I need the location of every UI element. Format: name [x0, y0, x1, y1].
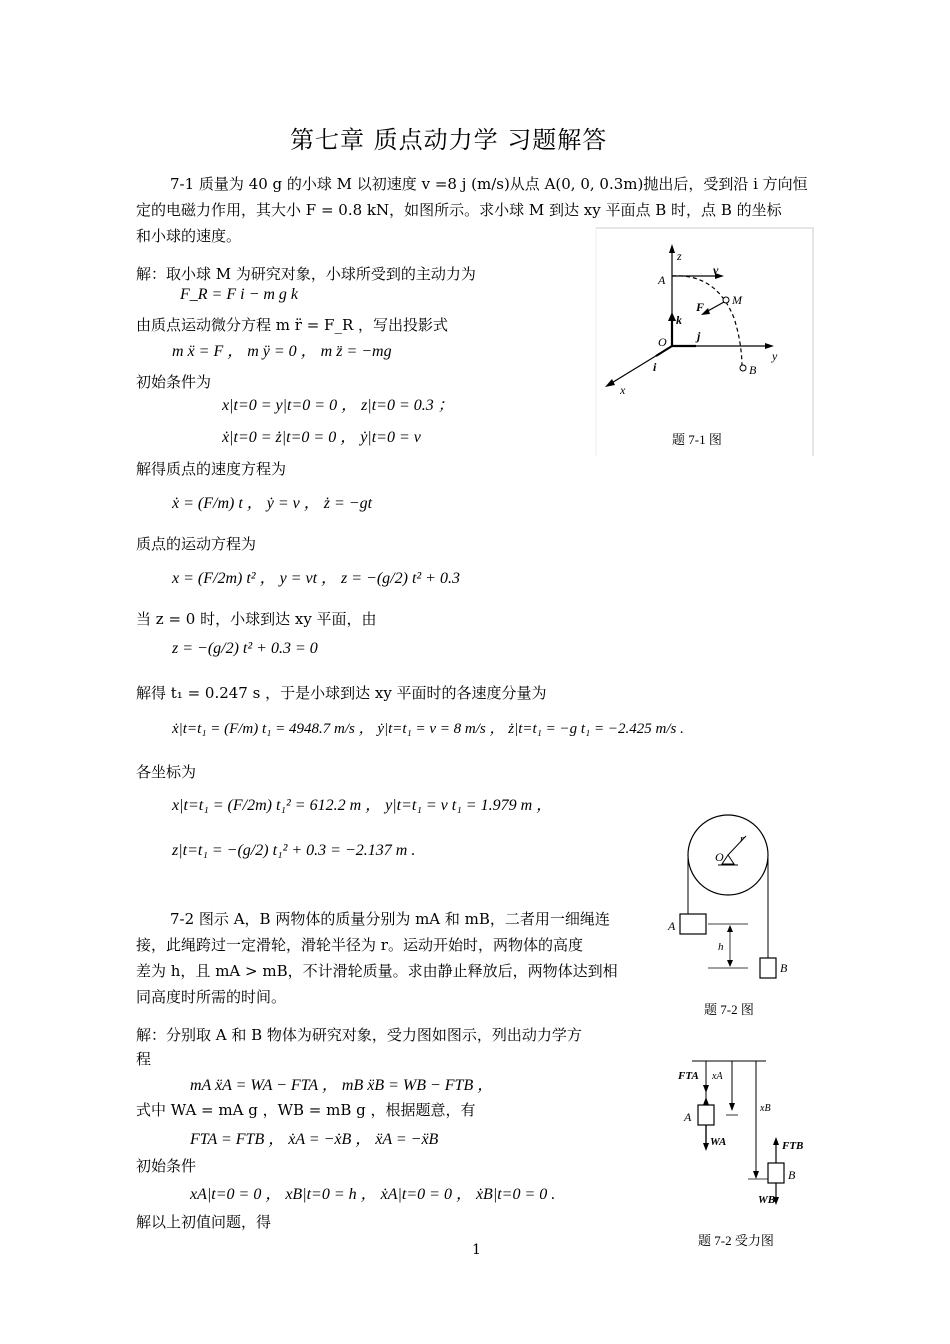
equation-velocity: ẋ = (F/m) t ， ẏ = v ， ż = −gt: [172, 495, 373, 512]
equation-projection: m ẍ = F ， m ÿ = 0 ， m z̈ = −mg: [172, 343, 392, 360]
fbd-label-xA: xA: [712, 1071, 723, 1082]
figure-7-2-caption: 题 7-2 图: [704, 1002, 754, 1017]
fbd-label-FTA: FTA: [678, 1070, 699, 1082]
fig71-label-O: O: [658, 335, 667, 349]
init-text-7-2: 初始条件: [136, 1157, 197, 1175]
fig72-label-r: r: [740, 833, 745, 845]
when-text: 当 z = 0 时，小球到达 xy 平面，由: [136, 610, 377, 628]
solve-text: 解以上初值问题，得: [136, 1213, 272, 1231]
problem-7-1-line-1: 7-1 质量为 40 g 的小球 M 以初速度 v =8 j (m/s)从点 A(0, 0, 0.3m)抛出后，受到沿 i 方向恒: [170, 175, 808, 193]
motion-text: 质点的运动方程为: [136, 535, 257, 553]
fig71-label-x: x: [620, 383, 626, 397]
equation-relations: FTA = FTB ， ẋA = −ẋB ， ẍA = −ẍB: [190, 1131, 439, 1148]
page-number: 1: [472, 1242, 481, 1258]
fig71-label-k: k: [676, 313, 682, 327]
fig71-label-A: A: [658, 273, 666, 287]
fbd-label-WB: WB: [758, 1194, 776, 1206]
fbd-label-FTB: FTB: [782, 1140, 804, 1152]
equation-velocity-components: ẋ|t=t₁ = (F/m) t₁ = 4948.7 m/s ， ẏ|t=t₁ = v = 8 m/s ， ż|t=t₁ = −g t₁ = −2.425 m/s .: [172, 721, 684, 737]
where-text: 式中 WA = mA g ，WB = mB g ，根据题意，有: [136, 1101, 476, 1119]
problem-7-2-line-3: 差为 h，且 mA > mB，不计滑轮质量。求由静止释放后，两物体达到相: [136, 962, 618, 980]
fig71-label-M: M: [732, 293, 742, 307]
figure-7-2-fbd-caption: 题 7-2 受力图: [698, 1233, 774, 1248]
equation-init-2: ẋ|t=0 = ż|t=0 = 0 ， ẏ|t=0 = v: [222, 429, 421, 446]
t1-text: 解得 t₁ = 0.247 s ，于是小球到达 xy 平面时的各速度分量为: [136, 684, 547, 702]
figure-7-1: [596, 228, 814, 456]
diffeq-text: 由质点运动微分方程 m r̈ = F_R ，写出投影式: [136, 316, 449, 334]
problem-7-1-line-3: 和小球的速度。: [136, 227, 242, 245]
init-text-7-1: 初始条件为: [136, 373, 212, 391]
page-title: 第七章 质点动力学 习题解答: [290, 126, 608, 154]
velocity-text: 解得质点的速度方程为: [136, 460, 287, 478]
fig71-label-y: y: [772, 349, 778, 363]
equation-coordinates-2: z|t=t₁ = −(g/2) t₁² + 0.3 = −2.137 m .: [172, 842, 416, 859]
fig71-label-j: j: [697, 329, 701, 343]
equation-init-7-2: xA|t=0 = 0 ， xB|t=0 = h ， ẋA|t=0 = 0 ， ẋB|t=0 = 0 .: [190, 1186, 556, 1203]
coord-text: 各坐标为: [136, 763, 197, 781]
fbd-label-B: B: [788, 1168, 796, 1182]
equation-force: F_R = F i − m g k: [180, 286, 299, 303]
fbd-label-xB: xB: [760, 1103, 771, 1114]
problem-7-2-line-4: 同高度时所需的时间。: [136, 988, 287, 1006]
fig72-label-O: O: [715, 850, 724, 864]
figure-7-1-caption: 题 7-1 图: [672, 432, 722, 447]
solution-7-2-intro-2: 程: [136, 1050, 152, 1068]
fig71-label-F: F: [696, 300, 705, 314]
equation-init-1: x|t=0 = y|t=0 = 0 ， z|t=0 = 0.3 ；: [222, 397, 454, 414]
fig72-label-A: A: [668, 919, 676, 933]
problem-7-2-line-1: 7-2 图示 A，B 两物体的质量分别为 mA 和 mB，二者用一细绳连: [170, 910, 610, 928]
fbd-label-A: A: [684, 1110, 692, 1124]
problem-7-2-line-2: 接，此绳跨过一定滑轮，滑轮半径为 r。运动开始时，两物体的高度: [136, 936, 583, 954]
equation-dynamics: mA ẍA = WA − FTA ， mB ẍB = WB − FTB ，: [190, 1077, 494, 1094]
fig71-label-z: z: [677, 249, 682, 263]
fig72-label-B: B: [780, 961, 788, 975]
equation-coordinates-1: x|t=t₁ = (F/2m) t₁² = 612.2 m ， y|t=t₁ = v t₁ = 1.979 m ，: [172, 797, 553, 814]
problem-7-1-line-2: 定的电磁力作用，其大小 F = 0.8 kN，如图所示。求小球 M 到达 xy 平面点 B 时，点 B 的坐标: [136, 201, 782, 219]
fig72-label-h: h: [718, 941, 724, 953]
solution-7-2-intro-1: 解：分别取 A 和 B 物体为研究对象，受力图如图示，列出动力学方: [136, 1026, 582, 1044]
fig71-label-i: i: [653, 360, 657, 374]
figure-7-2: [660, 812, 790, 1024]
equation-zero: z = −(g/2) t² + 0.3 = 0: [172, 640, 318, 657]
figure-7-2-fbd: [670, 1055, 804, 1251]
fig71-label-v: v: [713, 263, 719, 277]
solution-7-1-intro: 解：取小球 M 为研究对象，小球所受到的主动力为: [136, 265, 476, 283]
fig71-label-B: B: [749, 363, 757, 377]
equation-motion: x = (F/2m) t² ， y = vt ， z = −(g/2) t² + 0.3: [172, 570, 460, 587]
fbd-label-WA: WA: [710, 1136, 727, 1148]
